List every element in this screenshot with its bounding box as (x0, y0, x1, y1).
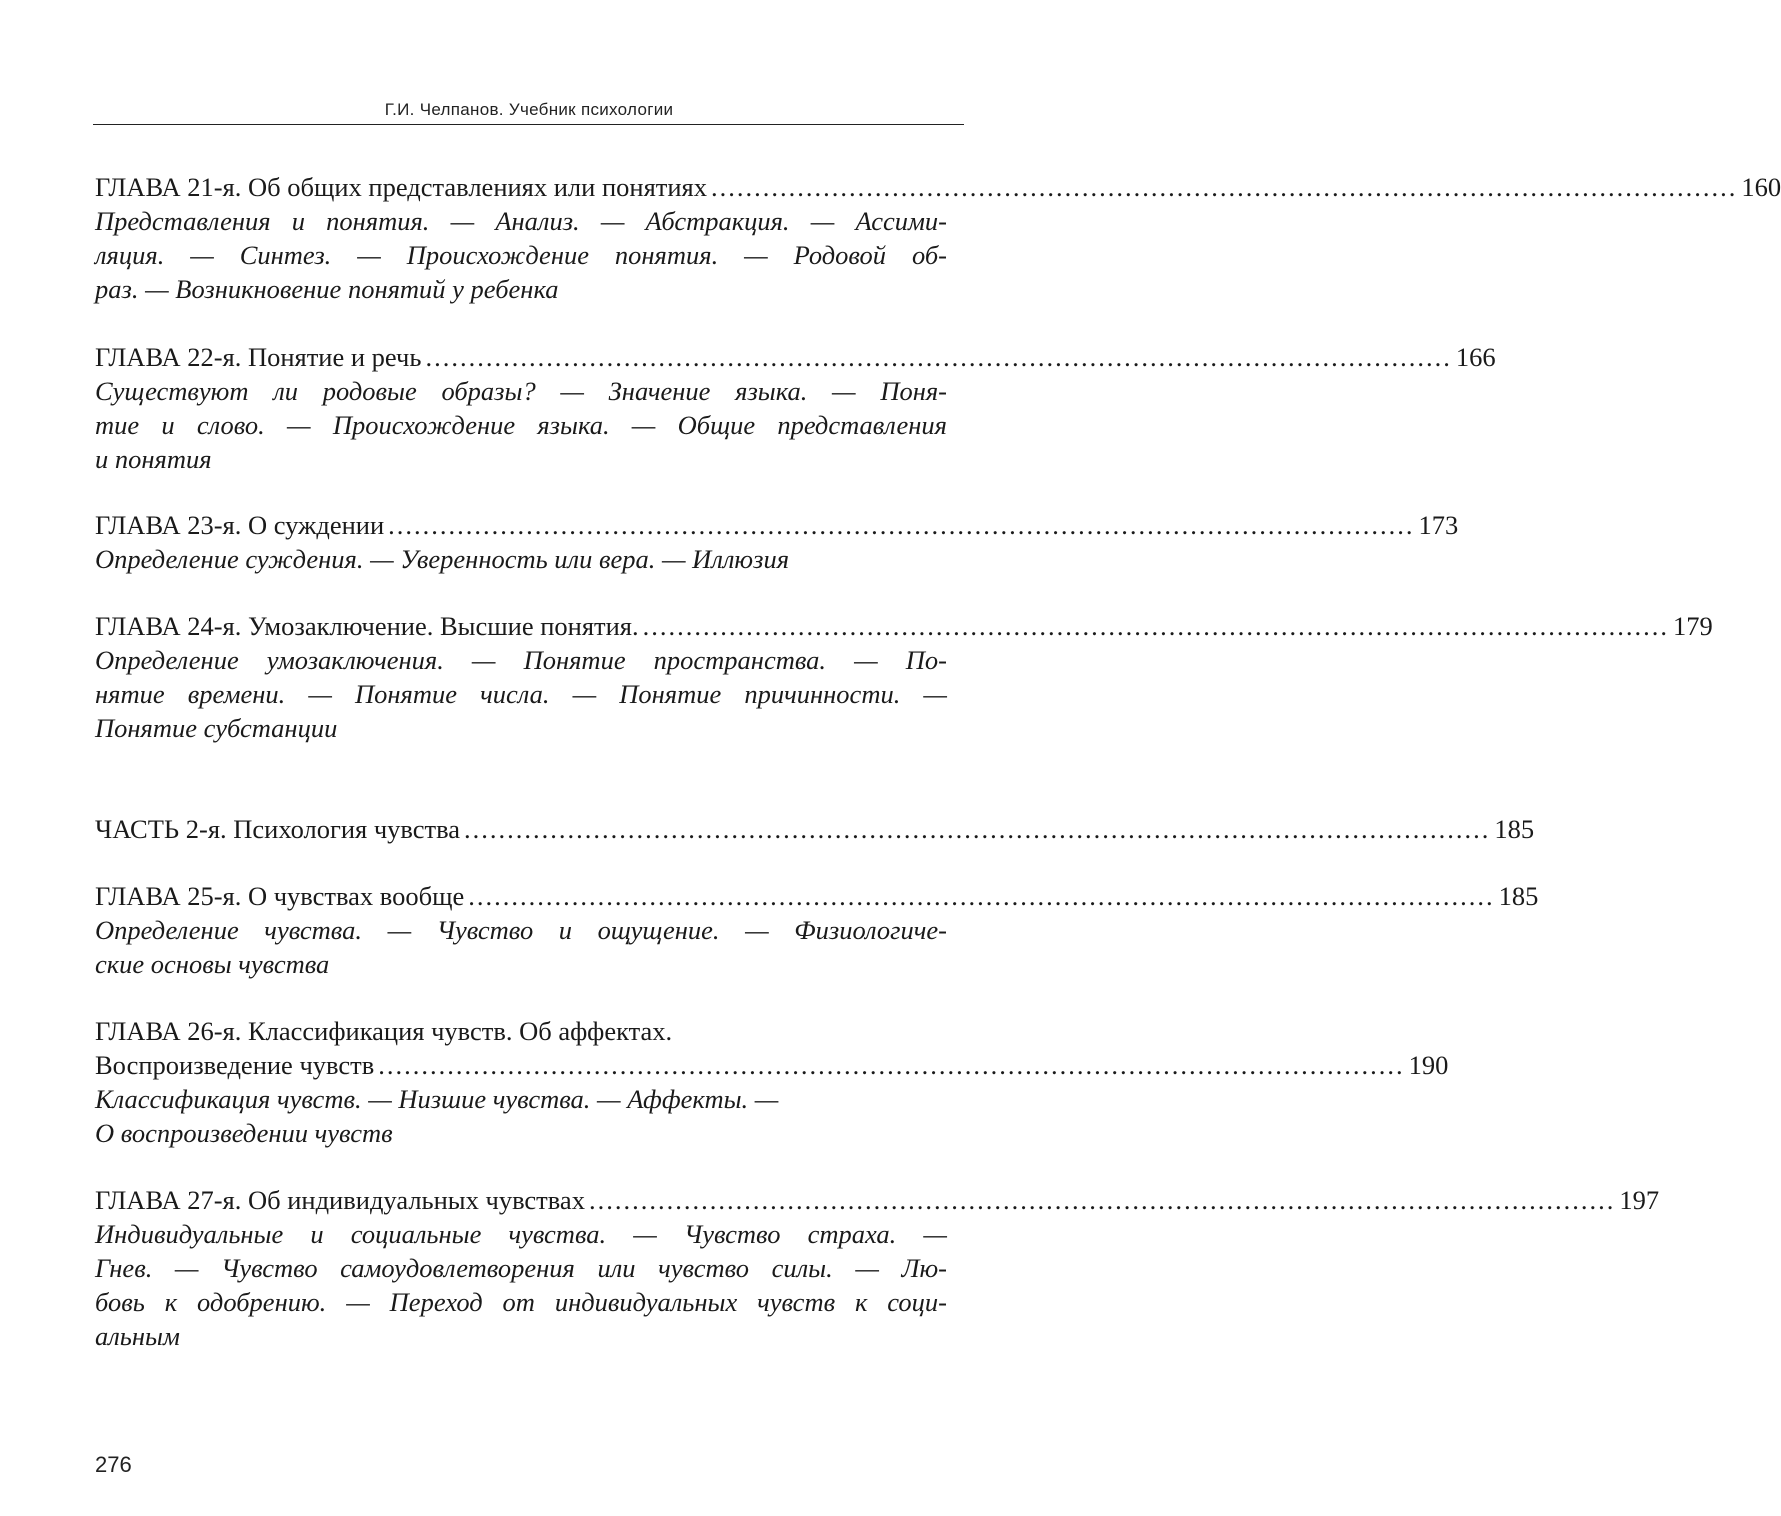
toc-description (95, 913, 947, 981)
toc-part-2 (95, 812, 1535, 846)
desc-line: бовь к одобрению. — Переход от индивидуальных чувств к соци- (95, 1287, 947, 1317)
toc-description (95, 1082, 947, 1150)
leader-dots: ....................................................................................................................... (378, 1050, 1405, 1080)
toc-title: ГЛАВА 24-я. Умозаключение. Высшие понятия. (95, 611, 639, 641)
desc-line: Индивидуальные и социальные чувства. — Чувство страха. — (95, 1219, 947, 1249)
running-head: Г.И. Челпанов. Учебник психологии (384, 100, 674, 119)
leader-dots: ....................................................................................................................... (710, 172, 1738, 202)
desc-line: альным (95, 1321, 180, 1351)
toc-title: Воспроизведение чувств (95, 1050, 375, 1080)
toc-page-number: 190 (1408, 1050, 1449, 1080)
toc-title-line (95, 340, 1496, 374)
leader-dots: ....................................................................................................................... (464, 814, 1491, 844)
desc-line: Определение суждения. — Уверенность или вера. — Иллюзия (95, 544, 790, 574)
toc-title-first-line: ГЛАВА 26-я. Классификация чувств. Об аффектах. (95, 1016, 673, 1046)
toc-entry-21 (95, 170, 1781, 306)
toc-page-number: 179 (1672, 611, 1713, 641)
desc-line: Гнев. — Чувство самоудовлетворения или чувство силы. — Лю- (95, 1253, 947, 1283)
toc-page-number: 185 (1498, 881, 1539, 911)
toc-title: ГЛАВА 27-я. Об индивидуальных чувствах (95, 1185, 585, 1215)
toc-page-number: 160 (1741, 172, 1781, 202)
toc-title-line (95, 879, 1539, 913)
desc-line: нятие времени. — Понятие числа. — Понятие причинности. — (95, 679, 947, 709)
leader-dots: ....................................................................................................................... (425, 342, 1452, 372)
toc-description (95, 374, 947, 476)
desc-line: Понятие субстанции (95, 713, 338, 743)
toc-description (95, 1217, 947, 1353)
toc-title-line (95, 508, 1459, 542)
toc-description (95, 204, 947, 306)
toc-title-line (95, 1048, 1449, 1082)
desc-line: Представления и понятия. — Анализ. — Абстракция. — Ассими- (95, 206, 947, 236)
desc-line: Определение чувства. — Чувство и ощущение. — Физиологиче- (95, 915, 947, 945)
toc-description (95, 643, 947, 745)
leader-dots: ....................................................................................................................... (468, 881, 1495, 911)
desc-line: ские основы чувства (95, 949, 330, 979)
toc-title: ГЛАВА 23-я. О суждении (95, 510, 385, 540)
leader-dots: ....................................................................................................................... (588, 1185, 1616, 1215)
leader-dots: ....................................................................................................................... (388, 510, 1415, 540)
header-rule (93, 124, 964, 125)
toc-title: ЧАСТЬ 2-я. Психология чувства (95, 814, 461, 844)
toc-page-number: 197 (1619, 1185, 1660, 1215)
toc-entry-25 (95, 879, 1539, 981)
toc-entry-27 (95, 1183, 1660, 1353)
toc-page-number: 173 (1418, 510, 1459, 540)
toc-entry-23 (95, 508, 1459, 576)
desc-line: Классификация чувств. — Низшие чувства. — Аффекты. — (95, 1084, 779, 1114)
toc-title: ГЛАВА 21-я. Об общих представлениях или понятиях (95, 172, 707, 202)
desc-line: и понятия (95, 444, 212, 474)
toc-title: ГЛАВА 25-я. О чувствах вообще (95, 881, 465, 911)
page-number: 276 (95, 1452, 132, 1477)
desc-line: ляция. — Синтез. — Происхождение понятия. — Родовой об- (95, 240, 947, 270)
desc-line: тие и слово. — Происхождение языка. — Общие представления (95, 410, 947, 440)
toc-title: ГЛАВА 22-я. Понятие и речь (95, 342, 422, 372)
toc-title-line (95, 1183, 1660, 1217)
toc-entry-24 (95, 609, 1713, 745)
toc-entry-22 (95, 340, 1496, 476)
desc-line: раз. — Возникновение понятий у ребенка (95, 274, 559, 304)
desc-line: Определение умозаключения. — Понятие пространства. — По- (95, 645, 947, 675)
toc-title-line (95, 609, 1713, 643)
toc-page-number: 185 (1494, 814, 1535, 844)
toc-page-number: 166 (1455, 342, 1496, 372)
desc-line: Существуют ли родовые образы? — Значение языка. — Поня- (95, 376, 947, 406)
leader-dots: ....................................................................................................................... (642, 611, 1669, 641)
toc-title-line (95, 170, 1781, 204)
desc-line: О воспроизведении чувств (95, 1118, 393, 1148)
toc-entry-26 (95, 1014, 1449, 1150)
toc-title-line (95, 812, 1535, 846)
toc-description (95, 542, 947, 576)
